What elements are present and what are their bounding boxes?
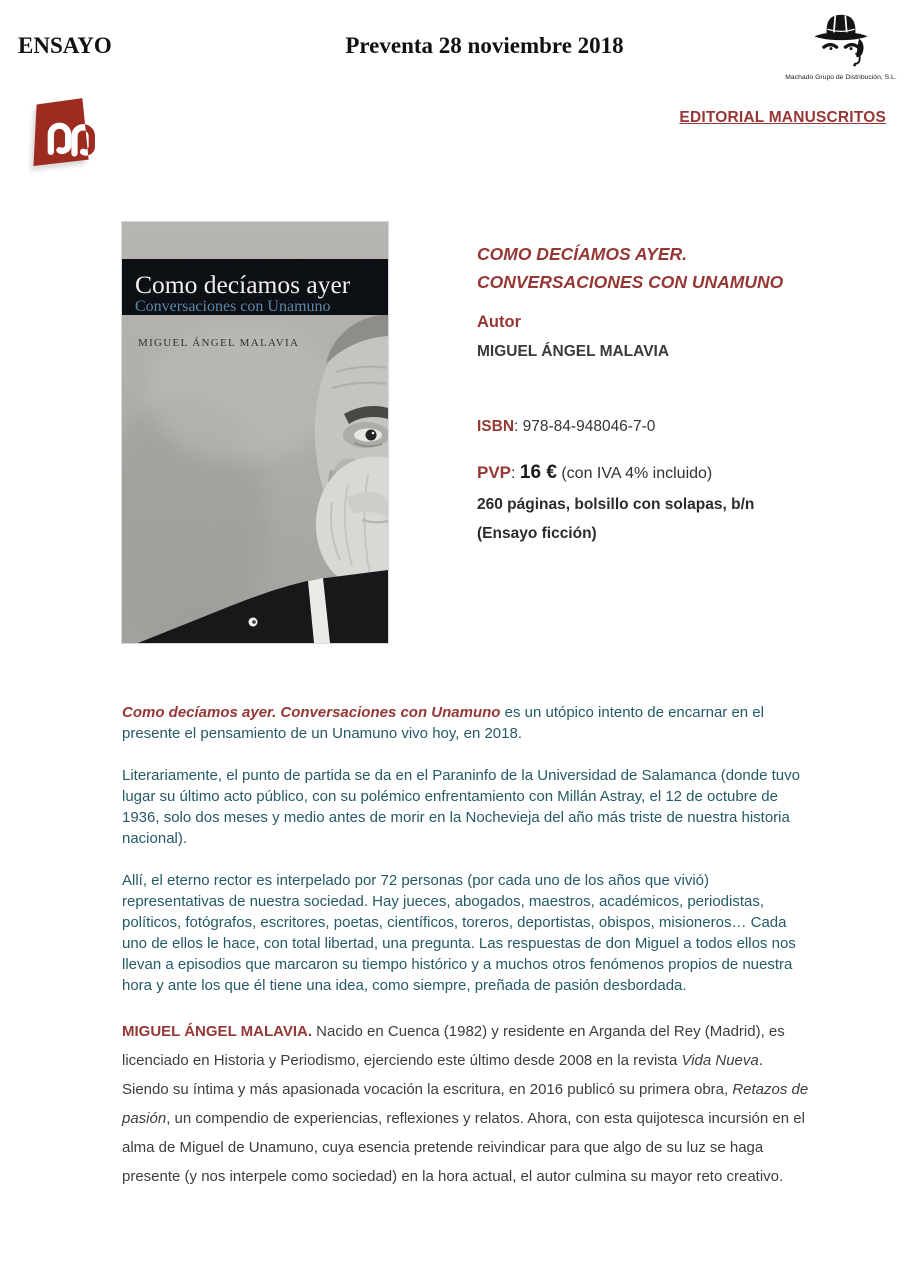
pvp-line [477, 462, 712, 484]
cover-author: MIGUEL ÁNGEL MALAVIA [138, 337, 300, 349]
author-name: MIGUEL ÁNGEL MALAVIA [477, 343, 670, 360]
manuscritos-logo-icon [24, 92, 106, 185]
machado-hat-icon [801, 55, 881, 72]
isbn-value: : 978-84-948046-7-0 [514, 418, 656, 435]
description-paragraph-1: Como decíamos ayer. Conversaciones con Unamuno es un utópico intento de encarnar en el presente el pensamiento de un Unamuno vivo hoy, en 2018. [122, 704, 764, 742]
cover-subtitle: Conversaciones con Unamuno [135, 298, 331, 315]
publisher-name: EDITORIAL MANUSCRITOS [679, 109, 886, 126]
author-label: Autor [477, 313, 521, 331]
book-cover [122, 222, 388, 643]
isbn-line [477, 418, 655, 436]
cover-title: Como decíamos ayer [135, 270, 351, 299]
book-title [477, 240, 897, 296]
book-title-line1: COMO DECÍAMOS AYER. [477, 244, 688, 264]
pvp-price: 16 € [519, 462, 557, 483]
description-paragraph-2: Literariamente, el punto de partida se da en el Paraninfo de la Universidad de Salamanca (donde tuvo lugar su último acto público, con su polémico enfrentamiento con Millán Astray, el 12 de octubre de 1936, solo dos meses y medio antes de morir en la Nochevieja del año más triste de nuestra historia nacional). [122, 767, 800, 847]
pvp-label: PVP [477, 463, 512, 482]
format-line-2: (Ensayo ficción) [477, 525, 597, 542]
distributor-logo [782, 12, 900, 81]
book-title-line2: CONVERSACIONES CON UNAMUNO [477, 272, 784, 292]
unamuno-cover-photo [122, 222, 388, 643]
distributor-name: Machado Grupo de Distribución, S.L. [785, 74, 897, 81]
pvp-note: (con IVA 4% incluido) [556, 465, 713, 482]
preorder-title: Preventa 28 noviembre 2018 [345, 33, 624, 58]
author-bio: MIGUEL ÁNGEL MALAVIA. Nacido en Cuenca (1982) y residente en Arganda del Rey (Madrid), es licenciado en Historia y Periodismo, ejerciendo este último desde 2008 en la revista Vida Nueva. Siendo su íntima y más apasionada vocación la escritura, en 2016 publicó su primera obra, Retazos de pasión, un compendio de experiencias, reflexiones y relatos. Ahora, con esta quijotesca incursión en el alma de Miguel de Unamuno, cuya esencia pretende reivindicar para que algo de su luz se haga presente (y nos interpele como sociedad) en la hora actual, el autor culmina su mayor reto creativo. [122, 1023, 809, 1185]
page-category: ENSAYO [18, 33, 112, 58]
format-line-1: 260 páginas, bolsillo con solapas, b/n [477, 496, 755, 513]
pvp-separator: : [511, 465, 520, 482]
isbn-label: ISBN [477, 418, 515, 435]
description-paragraph-3: Allí, el eterno rector es interpelado por 72 personas (por cada uno de los años que vivió) representativas de nuestra sociedad. Hay jueces, abogados, maestros, académicos, periodistas, políticos, fotógrafos, escritores, poetas, científicos, toreros, deportistas, obispos, misioneros… Cada uno de ellos le hace, con total libertad, una pregunta. Las respuestas de don Miguel a todos ellos nos llevan a episodios que marcaron su tiempo histórico y a muchos otros fenómenos propios de nuestra hora y ante los que él tiene una idea, como siempre, preñada de pasión desbordada. [122, 872, 796, 994]
book-description [122, 702, 812, 1212]
